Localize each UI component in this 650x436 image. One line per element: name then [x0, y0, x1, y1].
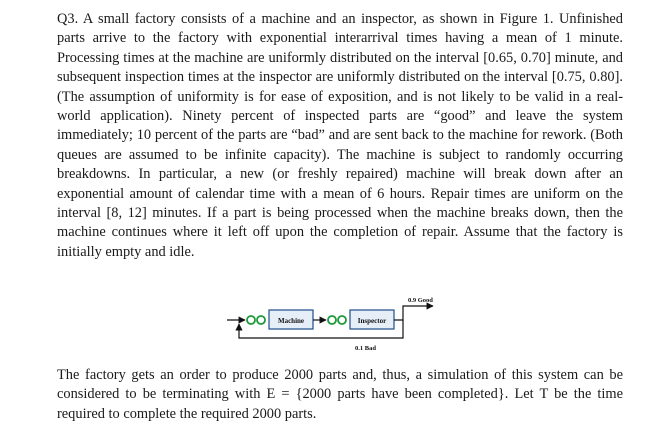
- question-paragraph-1: Q3. A small factory consists of a machine and an inspector, as shown in Figure 1. Unfinished parts arrive to the factory with exponential interarrival times having a mean of 1 minute. Processing times at the machine are uniformly distributed on the interval [0.65, 0.70] minute, and subsequent inspection times at the inspector are uniformly distributed on the interval [0.75, 0.80]. (The assumption of uniformity is for ease of exposition, and is not likely to be valid in a real-world application). Ninety percent of inspected parts are “good” and leave the system immediately; 10 percent of the parts are “bad” and are sent back to the machine for rework. (Both queues are assumed to be infinite capacity). The machine is subject to randomly occurring breakdowns. In particular, a new (or freshly repaired) machine will break down after an exponential amount of calendar time with a mean of 6 hours. Repair times are uniform on the interval [8, 12] minutes. If a part is being processed when the machine breaks down, then the machine continues where it left off upon the completion of repair. Assume that the factory is initially empty and idle.: [57, 11, 623, 260]
- question-paragraph-2: The factory gets an order to produce 2000 parts and, thus, a simulation of this system can be considered to be terminating with E = {2000 parts have been completed}. Let T be the time required to complete the required 2000 parts.: [57, 367, 623, 422]
- good-exit-arrow: [394, 306, 433, 320]
- machine-queue-dot-1: [247, 316, 255, 324]
- good-label: 0.9 Good: [408, 297, 433, 304]
- system-diagram: [225, 280, 475, 362]
- machine-label: Machine: [277, 317, 305, 325]
- inspector-queue-dot-1: [328, 316, 336, 324]
- inspector-label: Inspector: [357, 317, 387, 325]
- bad-label: 0.1 Bad: [355, 345, 376, 352]
- system-figure: [225, 280, 475, 362]
- inspector-queue-dot-2: [338, 316, 346, 324]
- machine-queue-dot-2: [257, 316, 265, 324]
